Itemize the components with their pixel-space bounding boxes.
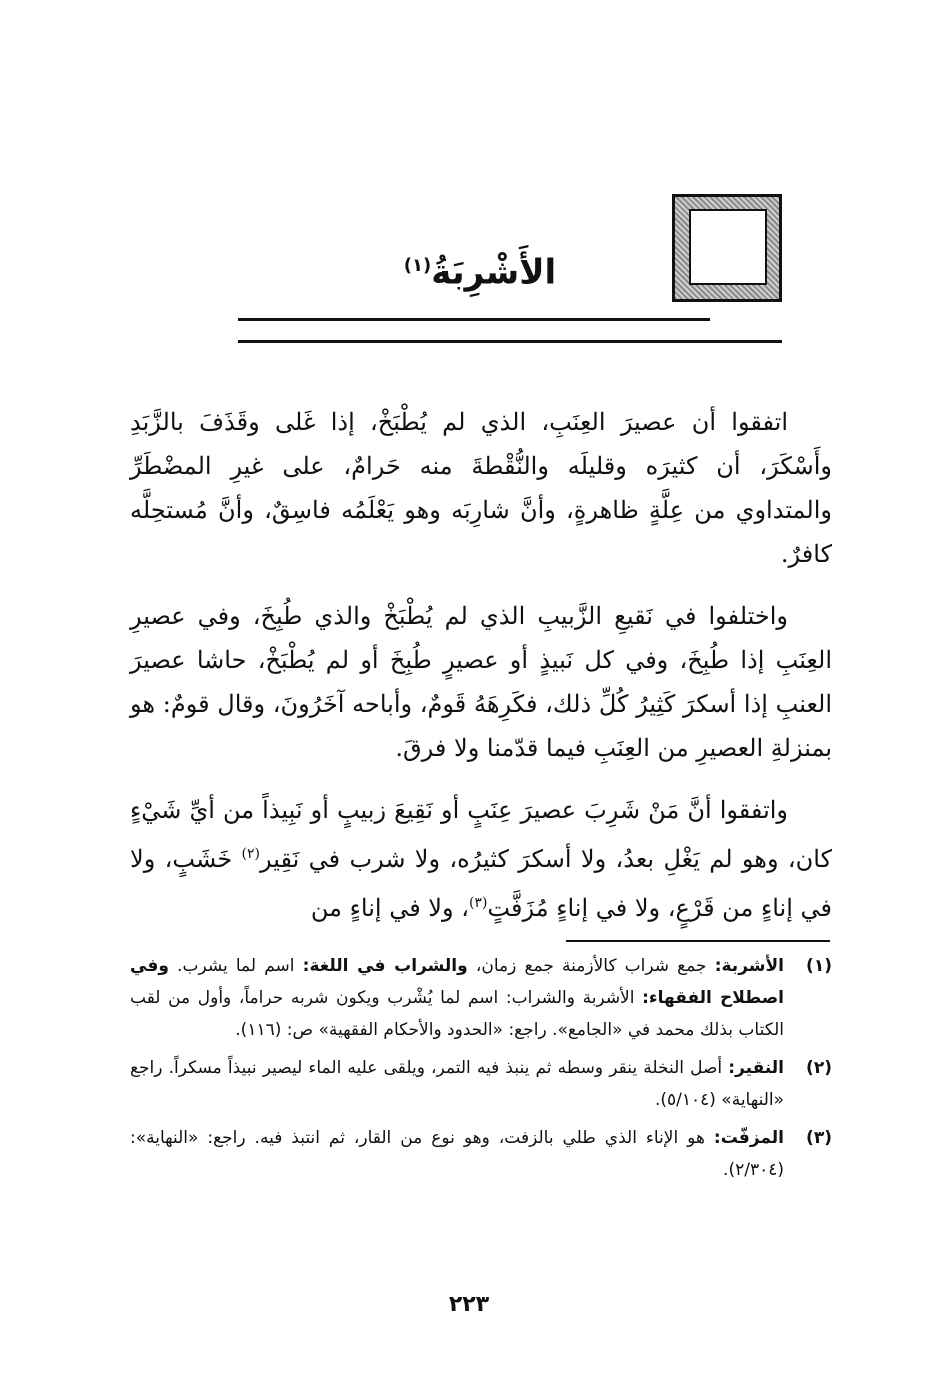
footnote-marker-2: (٢)	[241, 846, 261, 862]
footnote-text-part: اسم لما يشرب.	[168, 956, 303, 976]
paragraph-3	[130, 788, 832, 930]
footnotes	[130, 950, 832, 1192]
footnote-text-part: الأشربة والشراب: اسم لما يُشْرب ويكون شربه حراماً، وأول من لقب الكتاب بذلك محمد في «الجامع». راجع: «الحدود والأحكام الفقهية» ص: (١١٦).	[130, 988, 784, 1040]
main-text	[130, 400, 832, 948]
footnote-number: (١)	[806, 956, 832, 976]
footnote-text	[130, 950, 784, 1046]
footnote-term: وفي اصطلاح الفقهاء:	[130, 956, 785, 1008]
footnote-separator	[566, 940, 830, 942]
page-number: ٢٢٣	[448, 1292, 490, 1317]
footnote-text-part: جمع شراب كالأزمنة جمع زمان،	[467, 956, 715, 976]
paragraph-3-part-3: ، ولا في إناءٍ من	[310, 894, 469, 922]
footnote-term: المزفّت:	[713, 1128, 784, 1148]
footnote-number: (٢)	[806, 1058, 832, 1078]
paragraph-2: واختلفوا في نَقيعِ الزَّبيبِ الذي لم يُطْبَخْ والذي طُبِخَ، وفي عصيرِ العِنَبِ إذا طُبِخَ، وفي كل نَبيذٍ أو عصيرٍ طُبِخَ أو لم يُطْبَخْ، حاشا عصيرَ العنبِ إذا أسكرَ كَثِيرُ كُلِّ ذلك، فكَرِهَهُ قَومٌ، وأباحه آخَرُونَ، وقال قومٌ: هو بمنزلةِ العصيرِ من العِنَبِ فيما قدّمنا ولا فرقَ.	[130, 602, 832, 762]
chapter-title	[300, 236, 660, 296]
footnote-text	[130, 1052, 784, 1116]
footnote-number: (٣)	[806, 1128, 832, 1148]
footnote-2	[130, 1052, 832, 1116]
chapter-title-text: الأَشْرِبَةُ	[431, 252, 557, 293]
paragraph-3-part-1: واتفقوا أنَّ مَنْ شَرِبَ عصيرَ عِنَبٍ أو نَقِيعَ زبيبٍ أو نَبِيذاً من أيِّ شَيْءٍ كان، وهو لم يَغْلِ بعدُ، ولا أسكرَ كثيرُه، ولا شرب في نَقِير	[130, 796, 832, 873]
footnote-text-part: أصل النخلة ينقر وسطه ثم ينبذ فيه التمر، ويلقى عليه الماء ليصير نبيذاً مسكراً. راجع «النهاية» (٥/١٠٤).	[130, 1058, 784, 1110]
footnote-text-part: هو الإناء الذي طلي بالزفت، وهو نوع من القار، ثم انتبذ فيه. راجع: «النهاية»: (٢/٣٠٤).	[130, 1128, 784, 1180]
footnote-term: الأشربة:	[714, 956, 784, 976]
title-rule-upper	[238, 318, 710, 321]
footnote-marker-3: (٣)	[468, 895, 488, 911]
footnote-text	[130, 1122, 784, 1186]
footnote-3	[130, 1122, 832, 1186]
paragraph-1: اتفقوا أن عصيرَ العِنَبِ، الذي لم يُطْبَخْ، إذا غَلى وقَذَفَ بالزَّبَدِ وأَسْكَرَ، أن كثيرَه وقليلَه والنُّقْطةَ منه حَرامٌ، على غيرِ المضْطَرِّ والمتداوي من عِلَّةٍ ظاهرةٍ، وأنَّ شارِبَه وهو يَعْلَمُه فاسِقٌ، وأنَّ مُستحِلَّه كافرٌ.	[130, 408, 832, 568]
title-footnote-marker: (١)	[403, 255, 432, 276]
paragraph-3-part-2: خَشَبٍ، ولا في إناءٍ من قَرْعٍ، ولا في إناءٍ مُزَفَّتٍ	[130, 845, 832, 922]
ornament-inner-frame	[689, 209, 767, 285]
footnote-1	[130, 950, 832, 1046]
footnote-term: النقير:	[728, 1058, 784, 1078]
title-rule-lower	[238, 340, 782, 343]
footnote-term: والشراب في اللغة:	[302, 956, 468, 976]
chapter-ornament-box	[672, 194, 782, 302]
